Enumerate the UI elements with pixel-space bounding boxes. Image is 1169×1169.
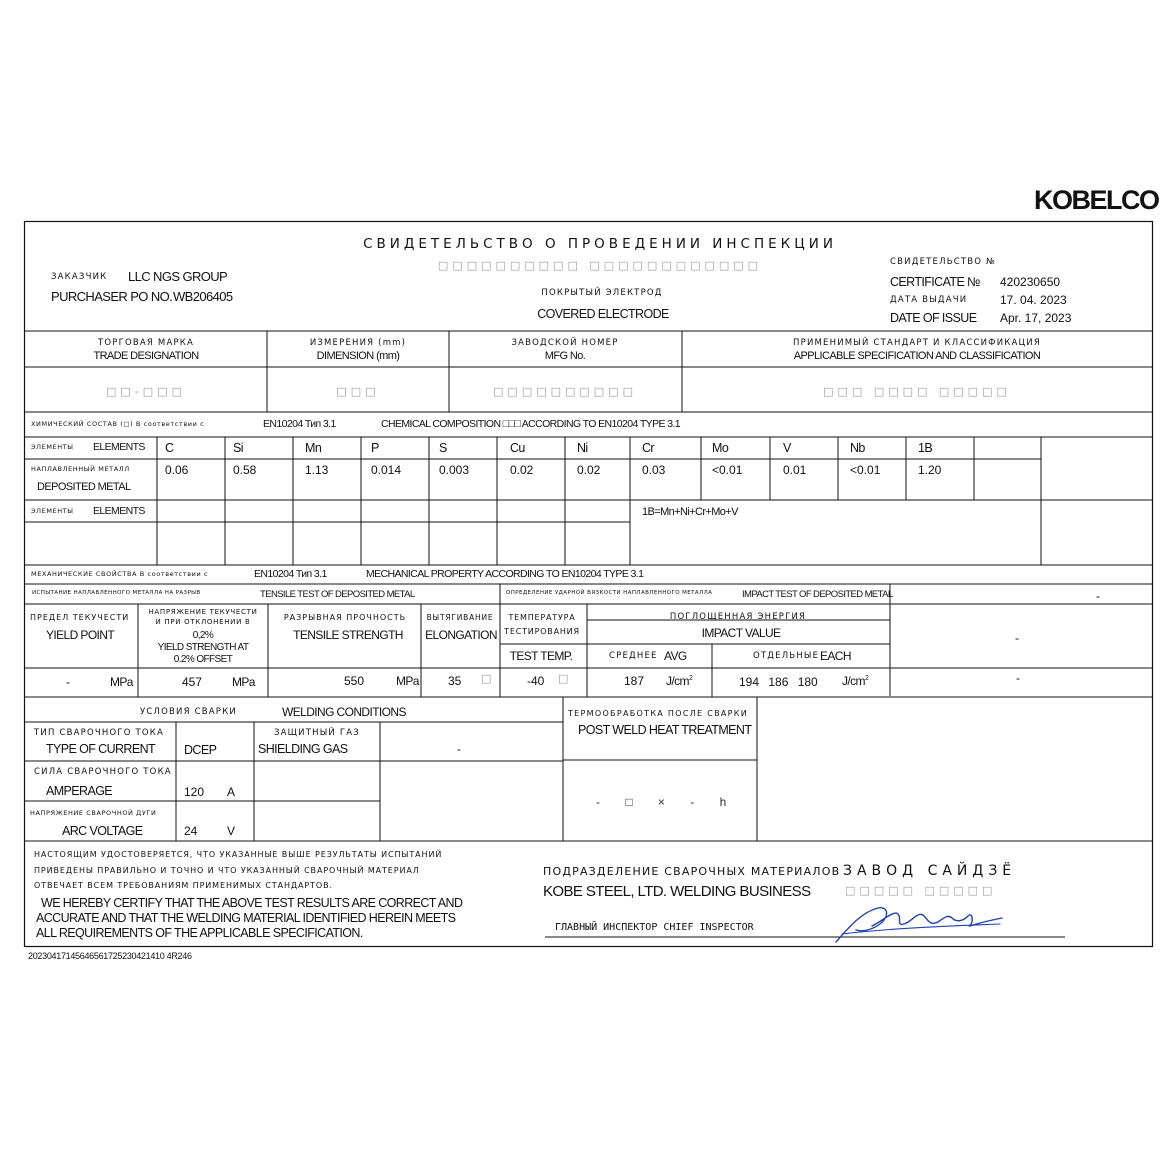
unit-exponent: 2: [864, 675, 869, 682]
customer-label: ЗАКАЗЧИК: [51, 272, 108, 282]
plant-name: ЗАВОД САЙДЗЁ: [843, 863, 1017, 879]
cert-number-label-ru: СВИДЕТЕЛЬСТВО №: [890, 257, 997, 267]
impact-blank-value: -: [1015, 631, 1019, 645]
mech-header-ru: МЕХАНИЧЕСКИЕ СВОЙСТВА В соответствии с: [31, 570, 209, 578]
impact-each-values: 194 186 180: [739, 675, 818, 689]
element-value: 1.13: [305, 463, 329, 477]
pwht-en: POST WELD HEAT TREATMENT: [578, 723, 752, 737]
shielding-gas-ru: ЗАЩИТНЫЙ ГАЗ: [274, 728, 360, 738]
test-temp-ru-1: ТЕМПЕРАТУРА: [508, 613, 576, 622]
mfg-no-ru: ЗАВОДСКОЙ НОМЕР: [511, 338, 619, 348]
certify-en-1: WE HEREBY CERTIFY THAT THE ABOVE TEST RESULTS ARE CORRECT AND: [41, 896, 463, 910]
yield-strength-en-2: 0.2% OFFSET: [173, 654, 233, 665]
impact-avg-unit: [666, 675, 692, 687]
tensile-strength-value: 550: [344, 674, 365, 688]
deposited-metal-en: DEPOSITED METAL: [37, 481, 131, 493]
chem-header-std: EN10204 Тип 3.1: [263, 418, 336, 430]
element-symbol: Nb: [850, 441, 865, 455]
spec-value: □□□ □□□□ □□□□□: [823, 385, 1011, 398]
element-value: 0.58: [233, 463, 257, 477]
element-symbol: Ni: [577, 441, 588, 455]
yield-point-value: -: [66, 675, 70, 689]
element-symbol: Mo: [712, 441, 729, 455]
element-value: <0.01: [850, 463, 881, 477]
element-symbol: C: [165, 441, 174, 455]
mech-header-std: EN10204 Тип 3.1: [254, 568, 327, 580]
yield-strength-en-1: YIELD STRENGTH AT: [157, 642, 249, 653]
spec-ru: ПРИМЕНИМЫЙ СТАНДАРТ И КЛАССИФИКАЦИЯ: [793, 338, 1041, 348]
issue-date-label-ru: ДАТА ВЫДАЧИ: [890, 295, 968, 305]
trade-designation-value: □□-□□□: [106, 385, 186, 398]
product-type-en: COVERED ELECTRODE: [537, 307, 669, 321]
each-en: EACH: [820, 649, 851, 663]
mfg-no-value: □□□□□□□□□□: [493, 385, 637, 398]
trade-designation-en: TRADE DESIGNATION: [93, 350, 199, 362]
amperage-unit: A: [227, 785, 236, 799]
yield-strength-value: 457: [182, 675, 203, 689]
element-symbol: P: [371, 441, 379, 455]
issue-date-label-en: DATE OF ISSUE: [890, 311, 977, 325]
impact-test-note: -: [1096, 589, 1100, 603]
division-ru: ПОДРАЗДЕЛЕНИЕ СВАРОЧНЫХ МАТЕРИАЛОВ: [543, 865, 841, 878]
document-code: 20230417145646561725230421410 4R246: [28, 951, 192, 961]
amperage-value: 120: [184, 785, 205, 799]
element-value: 0.06: [165, 463, 189, 477]
unit-text: J/cm: [666, 674, 689, 688]
elongation-value: 35: [448, 674, 462, 688]
certify-ru-2: ПРИВЕДЕНЫ ПРАВИЛЬНО И ТОЧНО И ЧТО УКАЗАННЫЙ СВАРОЧНЫЙ МАТЕРИАЛ: [34, 866, 420, 875]
trade-designation-ru: ТОРГОВАЯ МАРКА: [97, 338, 195, 348]
shielding-gas-en: SHIELDING GAS: [258, 742, 348, 756]
impact-energy-en: IMPACT VALUE: [701, 626, 781, 640]
each-ru: ОТДЕЛЬНЫЕ: [753, 651, 820, 661]
arc-voltage-unit: V: [227, 824, 236, 838]
yield-strength-ru-3: 0,2%: [192, 630, 214, 641]
avg-ru: СРЕДНЕЕ: [609, 651, 658, 661]
unit-text: J/cm: [842, 674, 865, 688]
impact-energy-ru: ПОГЛОЩЕННАЯ ЭНЕРГИЯ: [669, 612, 807, 622]
tensile-test-ru: ИСПЫТАНИЕ НАПЛАВЛЕННОГО МЕТАЛЛА НА РАЗРЫВ: [32, 590, 201, 596]
certify-ru-3: ОТВЕЧАЕТ ВСЕМ ТРЕБОВАНИЯМ ПРИМЕНИМЫХ СТАНДАРТОВ.: [34, 881, 333, 890]
product-type-ru: ПОКРЫТЫЙ ЭЛЕКТРОД: [541, 288, 663, 298]
signature-icon: [832, 896, 1007, 946]
shielding-gas-value: -: [457, 742, 461, 756]
test-temp-unit: □: [558, 672, 569, 685]
current-type-ru: ТИП СВАРОЧНОГО ТОКА: [34, 728, 165, 738]
chief-inspector-label: ГЛАВНЫЙ ИНСПЕКТОР CHIEF INSPECTOR: [555, 922, 754, 933]
yield-strength-ru-1: НАПРЯЖЕНИЕ ТЕКУЧЕСТИ: [148, 608, 258, 616]
pwht-value: - □ × - h: [596, 795, 727, 809]
test-temp-ru-2: ТЕСТИРОВАНИЯ: [504, 627, 580, 636]
yield-point-ru: ПРЕДЕЛ ТЕКУЧЕСТИ: [30, 613, 130, 622]
arc-voltage-ru: НАПРЯЖЕНИЕ СВАРОЧНОЙ ДУГИ: [30, 809, 157, 817]
yield-strength-unit: MPa: [232, 675, 255, 689]
elongation-en: ELONGATION: [425, 628, 497, 642]
current-type-value: DCEP: [184, 743, 217, 757]
element-symbol: 1B: [918, 441, 933, 455]
certificate-title-jp: □□□□□□□□□□ □□□□□□□□□□□□: [437, 259, 763, 272]
tensile-strength-unit: MPa: [396, 674, 419, 688]
welding-conditions-ru: УСЛОВИЯ СВАРКИ: [140, 707, 237, 717]
amperage-ru: СИЛА СВАРОЧНОГО ТОКА: [34, 767, 172, 777]
purchaser-label: PURCHASER PO NO.: [51, 289, 173, 304]
test-temp-en: TEST TEMP.: [509, 649, 573, 663]
plant-name-jp: □□□□□ □□□□□: [845, 884, 997, 897]
element-symbol: Mn: [305, 441, 322, 455]
pwht-ru: ТЕРМООБРАБОТКА ПОСЛЕ СВАРКИ: [568, 709, 749, 718]
customer-value: LLC NGS GROUP: [128, 269, 228, 284]
elements-label-ru-2: ЭЛЕМЕНТЫ: [31, 507, 74, 515]
elongation-ru: ВЫТЯГИВАНИЕ: [426, 613, 494, 622]
cert-number: 420230650: [1000, 275, 1061, 289]
dimension-ru: ИЗМЕРЕНИЯ (mm): [309, 338, 407, 348]
current-type-en: TYPE OF CURRENT: [46, 742, 156, 756]
spec-en: APPLICABLE SPECIFICATION AND CLASSIFICATION: [793, 350, 1041, 362]
certify-ru-1: НАСТОЯЩИМ УДОСТОВЕРЯЕТСЯ, ЧТО УКАЗАННЫЕ ВЫШЕ РЕЗУЛЬТАТЫ ИСПЫТАНИЙ: [34, 850, 443, 859]
chem-header-ru: ХИМИЧЕСКИЙ СОСТАВ (□) В соответствии с: [31, 420, 205, 428]
element-symbol: Si: [233, 441, 243, 455]
tensile-strength-ru: РАЗРЫВНАЯ ПРОЧНОСТЬ: [283, 613, 407, 622]
arc-voltage-value: 24: [184, 824, 198, 838]
dimension-value: □□□: [336, 385, 380, 398]
element-value: 0.03: [642, 463, 666, 477]
element-value: 0.003: [439, 463, 470, 477]
element-value: <0.01: [712, 463, 743, 477]
impact-each-unit: [842, 675, 868, 687]
element-symbol: Cu: [510, 441, 525, 455]
impact-avg-value: 187: [624, 674, 645, 688]
purchaser-value: WB206405: [173, 289, 233, 304]
certify-en-2: ACCURATE AND THAT THE WELDING MATERIAL IDENTIFIED HEREIN MEETS: [36, 911, 456, 925]
element-symbol: S: [439, 441, 447, 455]
impact-test-en: IMPACT TEST OF DEPOSITED METAL: [742, 589, 893, 600]
impact-test-ru: ОПРЕДЕЛЕНИЕ УДАРНОЙ ВЯЗКОСТИ НАПЛАВЛЕННОГО МЕТАЛЛА: [506, 590, 713, 596]
avg-en: AVG: [664, 649, 687, 663]
elongation-unit: □: [481, 672, 492, 685]
element-value: 0.014: [371, 463, 402, 477]
formula-note: 1B=Mn+Ni+Cr+Mo+V: [642, 506, 738, 518]
dimension-en: DIMENSION (mm): [316, 350, 400, 362]
chem-header-en: CHEMICAL COMPOSITION □□□ ACCORDING TO EN10204 TYPE 3.1: [381, 418, 680, 430]
amperage-en: AMPERAGE: [46, 784, 113, 798]
element-value: 1.20: [918, 463, 942, 477]
test-temp-value: -40: [527, 674, 545, 688]
element-value: 0.02: [577, 463, 601, 477]
mech-header-en: MECHANICAL PROPERTY ACCORDING TO EN10204 TYPE 3.1: [366, 568, 644, 580]
deposited-metal-ru: НАПЛАВЛЕННЫЙ МЕТАЛЛ: [31, 465, 130, 473]
elements-label-en: ELEMENTS: [93, 441, 145, 453]
element-value: 0.01: [783, 463, 807, 477]
cert-number-label-en: CERTIFICATE №: [890, 275, 980, 289]
yield-strength-ru-2: И ПРИ ОТКЛОНЕНИИ В: [155, 618, 251, 626]
division-en: KOBE STEEL, LTD. WELDING BUSINESS: [543, 883, 811, 900]
yield-point-unit: MPa: [110, 675, 133, 689]
impact-blank-value-2: -: [1016, 671, 1020, 685]
unit-exponent: 2: [688, 675, 693, 682]
element-symbol: V: [783, 441, 791, 455]
mfg-no-en: MFG No.: [544, 350, 586, 362]
issue-date-en: Apr. 17, 2023: [1000, 311, 1072, 325]
elements-label-en-2: ELEMENTS: [93, 505, 145, 517]
certificate-title: СВИДЕТЕЛЬСТВО О ПРОВЕДЕНИИ ИНСПЕКЦИИ: [363, 236, 837, 252]
tensile-strength-en: TENSILE STRENGTH: [293, 628, 403, 642]
issue-date-ru: 17. 04. 2023: [1000, 293, 1067, 307]
tensile-test-en: TENSILE TEST OF DEPOSITED METAL: [260, 589, 415, 600]
elements-label-ru: ЭЛЕМЕНТЫ: [31, 443, 74, 451]
welding-conditions-en: WELDING CONDITIONS: [282, 705, 406, 719]
element-symbol: Cr: [642, 441, 654, 455]
element-value: 0.02: [510, 463, 534, 477]
signature: [832, 896, 1007, 946]
certify-en-3: ALL REQUIREMENTS OF THE APPLICABLE SPECIFICATION.: [36, 926, 363, 940]
kobelco-logo: KOBELCO: [1034, 185, 1159, 215]
yield-point-en: YIELD POINT: [46, 628, 115, 642]
arc-voltage-en: ARC VOLTAGE: [62, 824, 143, 838]
